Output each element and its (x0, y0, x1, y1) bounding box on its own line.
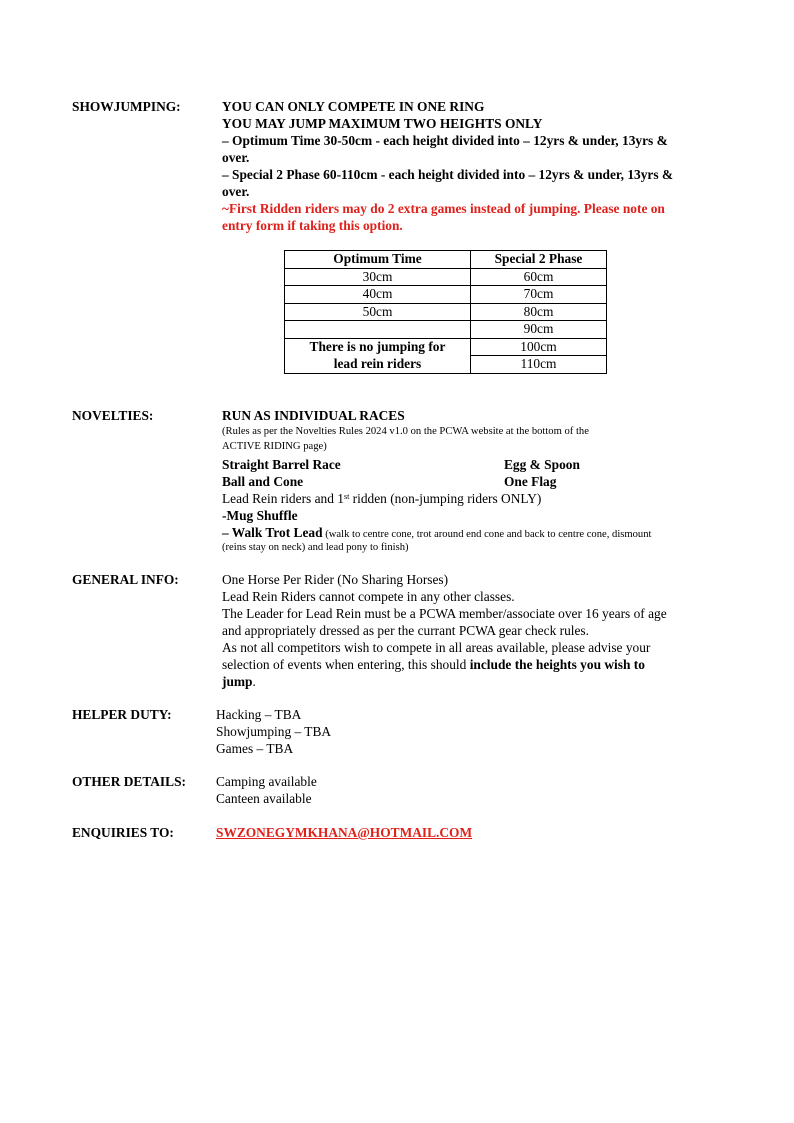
text-line: Lead Rein Riders cannot compete in any other classes. (222, 589, 515, 604)
heights-table (284, 250, 607, 374)
walk-trot-desc: (walk to centre cone, trot around end cone and back to centre cone, dismount (322, 529, 652, 540)
text-line: over. (222, 184, 250, 199)
lead-rein-text: Lead Rein riders and 1 (222, 491, 344, 506)
text-line: YOU MAY JUMP MAXIMUM TWO HEIGHTS ONLY (222, 116, 543, 131)
lead-rein-games-line (222, 490, 541, 507)
lead-rein-text: ridden (non-jumping riders ONLY) (349, 491, 542, 506)
text-line: YOU CAN ONLY COMPETE IN ONE RING (222, 99, 485, 114)
game-item: Straight Barrel Race (222, 457, 341, 472)
table-cell: 50cm (285, 303, 471, 321)
section-label: HELPER DUTY: (72, 707, 172, 722)
email-link[interactable]: SWZONEGYMKHANA@HOTMAIL.COM (216, 825, 473, 840)
rules-note: (Rules as per the Novelties Rules 2024 v1.0 on the PCWA website at the bottom of the (222, 426, 589, 437)
walk-trot-desc: (reins stay on neck) and lead pony to finish) (222, 542, 409, 553)
text-line: Canteen available (216, 791, 312, 806)
game-item: One Flag (504, 474, 557, 489)
text-span: . (252, 674, 256, 689)
text-line: One Horse Per Rider (No Sharing Horses) (222, 572, 449, 587)
ordinal-suffix: st (343, 492, 350, 501)
table-cell: 40cm (285, 286, 471, 304)
table-row (285, 268, 607, 286)
game-item: Ball and Cone (222, 474, 304, 489)
table-cell: 110cm (471, 356, 607, 374)
table-header: Special 2 Phase (471, 251, 607, 269)
text-line: Showjumping – TBA (216, 724, 332, 739)
table-header: Optimum Time (285, 251, 471, 269)
section-label: SHOWJUMPING: (72, 99, 181, 114)
table-cell (285, 321, 471, 339)
table-row (285, 303, 607, 321)
table-row (285, 338, 607, 356)
novelties-title: RUN AS INDIVIDUAL RACES (222, 408, 405, 423)
table-cell: 90cm (471, 321, 607, 339)
table-cell: 80cm (471, 303, 607, 321)
table-cell: 60cm (471, 268, 607, 286)
first-ridden-note: entry form if taking this option. (222, 218, 403, 233)
first-ridden-note: ~First Ridden riders may do 2 extra games instead of jumping. Please note on (222, 201, 665, 216)
table-row (285, 286, 607, 304)
section-label: OTHER DETAILS: (72, 774, 186, 789)
section-label: ENQUIRIES TO: (72, 825, 174, 840)
table-row (285, 321, 607, 339)
table-cell: 70cm (471, 286, 607, 304)
text-line: Games – TBA (216, 741, 294, 756)
text-span-bold: jump (222, 674, 253, 689)
table-row (285, 251, 607, 269)
text-line: – Optimum Time 30-50cm - each height divided into – 12yrs & under, 13yrs & (222, 133, 668, 148)
lead-rein-note-line: There is no jumping for (309, 339, 446, 354)
lead-rein-note-line: lead rein riders (333, 355, 422, 371)
rules-note: ACTIVE RIDING page) (222, 441, 327, 452)
text-line (222, 656, 645, 673)
table-cell: 100cm (471, 338, 607, 356)
table-cell: 30cm (285, 268, 471, 286)
text-line (222, 673, 256, 690)
game-item: -Mug Shuffle (222, 508, 298, 523)
text-line: Camping available (216, 774, 317, 789)
text-line: over. (222, 150, 250, 165)
text-span: selection of events when entering, this should (222, 657, 470, 672)
text-line: – Special 2 Phase 60-110cm - each height divided into – 12yrs & under, 13yrs & (222, 167, 674, 182)
section-label: GENERAL INFO: (72, 572, 179, 587)
text-line: and appropriately dressed as per the currant PCWA gear check rules. (222, 623, 589, 638)
text-line: As not all competitors wish to compete in all areas available, please advise your (222, 640, 651, 655)
game-item: – Walk Trot Lead (222, 525, 323, 540)
text-span-bold: include the heights you wish to (469, 657, 645, 672)
game-item: Egg & Spoon (504, 457, 580, 472)
text-line: Hacking – TBA (216, 707, 302, 722)
text-line: The Leader for Lead Rein must be a PCWA member/associate over 16 years of age (222, 606, 667, 621)
lead-rein-note (285, 338, 471, 373)
section-label: NOVELTIES: (72, 408, 154, 423)
